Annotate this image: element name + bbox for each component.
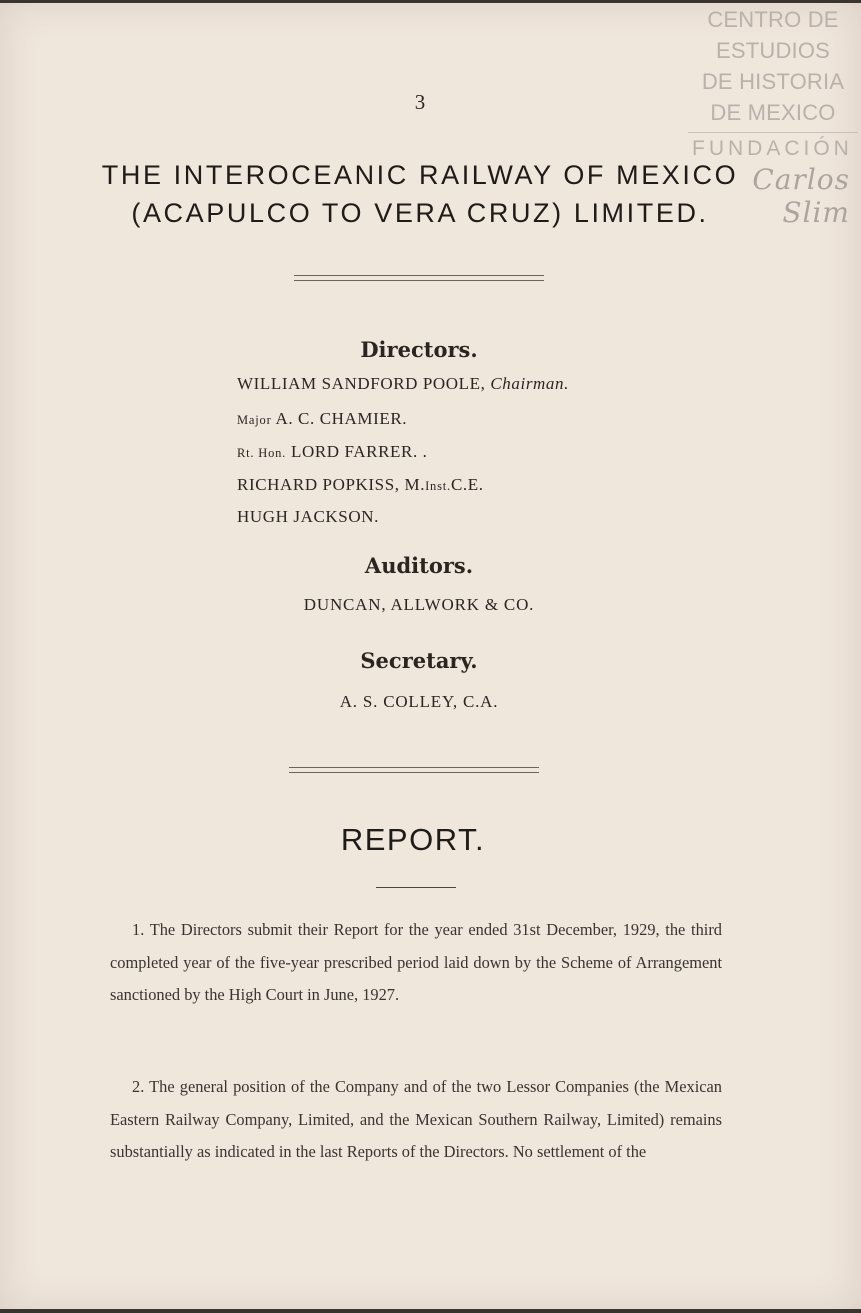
bottom-edge [0,1309,861,1313]
director-entry [237,442,428,462]
secretary-heading: Secretary. [360,648,478,673]
director-suffix-tail: C.E. [450,475,484,494]
auditors-name: DUNCAN, ALLWORK & CO. [303,595,535,614]
watermark-line: ESTUDIOS [715,38,831,63]
director-name: WILLIAM SANDFORD POOLE, [237,374,486,393]
report-paragraph-1: 1. The Directors submit their Report for the year ended 31st December, 1929, the third completed year of the five-year prescribed period laid down by the Scheme of Arrangement sanctioned by the High Court in June, 1927. [110,920,722,1005]
director-name: LORD FARRER. . [290,442,428,461]
page-number: 3 [414,90,426,114]
auditors-heading: Auditors. [364,553,474,578]
double-rule-divider [289,767,539,773]
directors-heading: Directors. [360,337,478,362]
director-prefix: Rt. Hon. [237,446,287,460]
director-name: RICHARD POPKISS, M. [237,475,426,494]
watermark-line: DE MEXICO [710,100,836,125]
short-rule-divider [376,887,456,888]
director-name: HUGH JACKSON. [237,507,379,526]
director-name: A. C. CHAMIER. [275,409,408,428]
watermark-signature: Carlos Slim [752,163,850,229]
director-entry [237,374,569,394]
report-paragraph-2: 2. The general position of the Company and of the two Lessor Companies (the Mexican Eastern Railway Company, Limited, and the Mexican Southern Railway, Limited) remains substantially as indicated in the last Reports of the Directors. No settlement of the [110,1077,722,1162]
report-heading: REPORT. [340,822,486,857]
director-prefix: Major [237,413,272,427]
watermark-line: DE HISTORIA [701,69,845,94]
watermark-fundacion: FUNDACIÓN [692,137,853,160]
document-title-line-2: (ACAPULCO TO VERA CRUZ) LIMITED. [131,198,709,228]
director-entry [237,475,484,495]
document-title-line-1: THE INTEROCEANIC RAILWAY OF MEXICO [101,160,739,190]
director-suffix: Inst. [425,479,451,493]
director-entry [237,507,379,527]
watermark-line: CENTRO DE [707,7,839,32]
director-role: Chairman. [490,374,569,393]
watermark-divider [688,132,858,133]
secretary-name: A. S. COLLEY, C.A. [339,692,499,711]
double-rule-divider [294,275,544,281]
top-edge [0,0,861,3]
director-entry [237,409,407,429]
